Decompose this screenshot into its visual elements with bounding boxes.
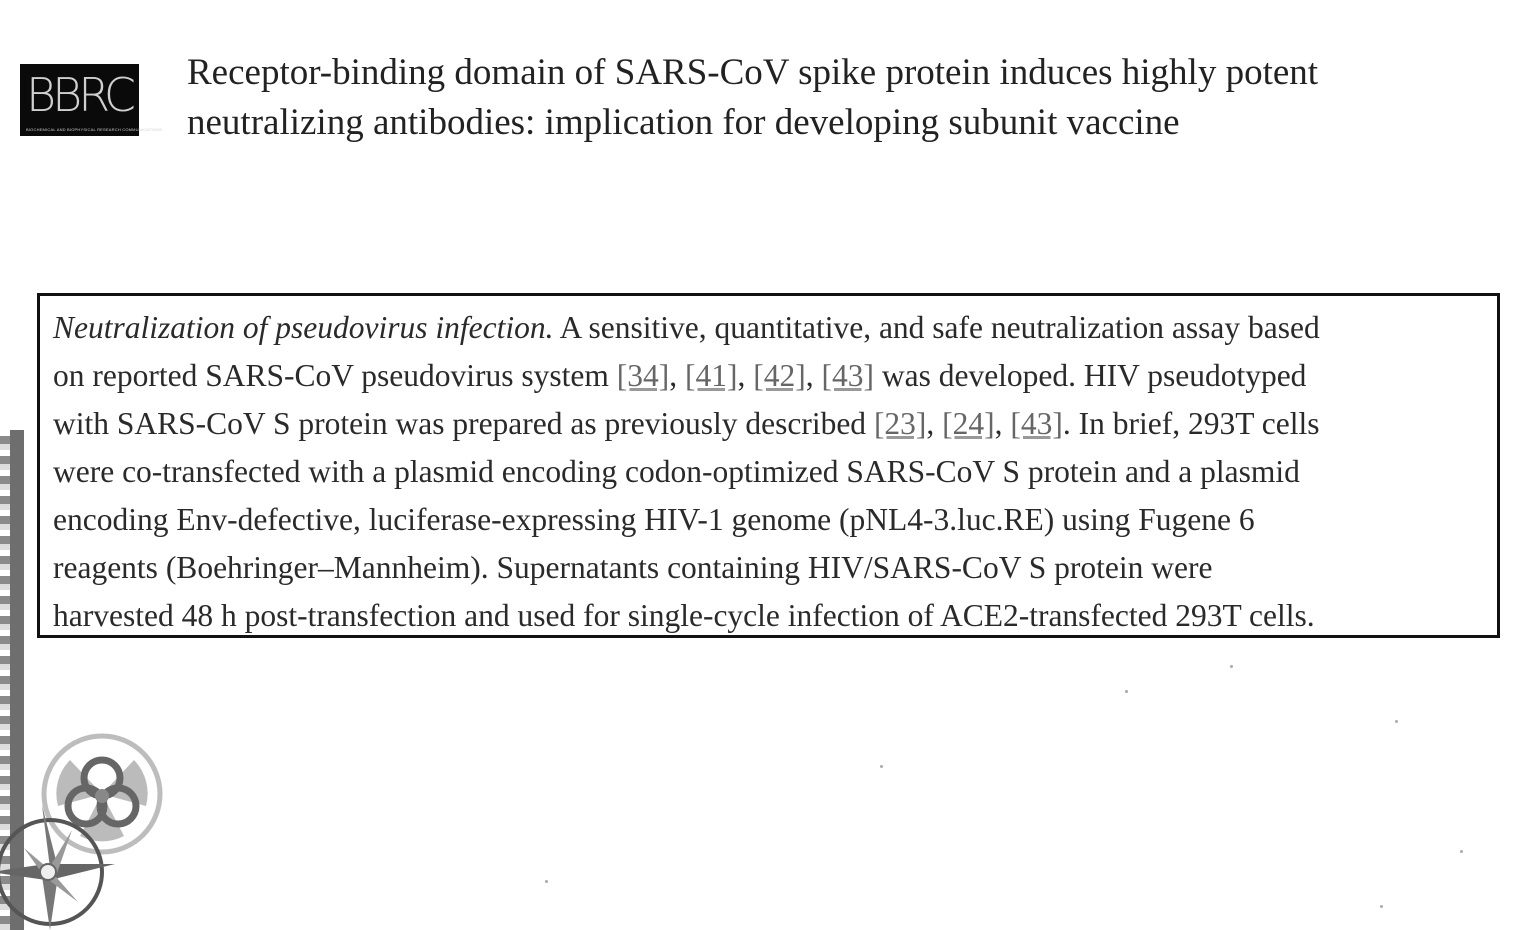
text-segment: , (737, 358, 754, 393)
section-heading: Neutralization of pseudovirus infection. (53, 310, 554, 345)
text-segment: were co-transfected with a plasmid encoding codon-optimized SARS-CoV S protein and a plasmid (53, 454, 1300, 489)
biohazard-icon (44, 736, 160, 852)
excerpt-text (53, 304, 1320, 640)
excerpt-line (53, 496, 1320, 544)
excerpt-line (53, 304, 1320, 352)
text-segment: was developed. HIV pseudotyped (873, 358, 1307, 393)
text-segment: , (926, 406, 943, 441)
citation-link[interactable]: [43] (821, 358, 874, 393)
text-segment: on reported SARS-CoV pseudovirus system (53, 358, 617, 393)
text-segment: , (669, 358, 686, 393)
text-segment: with SARS-CoV S protein was prepared as previously described (53, 406, 874, 441)
decorative-icons (0, 730, 200, 930)
text-segment: harvested 48 h post-transfection and used for single-cycle infection of ACE2-transfected 293T cells. (53, 598, 1315, 633)
text-segment: reagents (Boehringer–Mannheim). Supernatants containing HIV/SARS-CoV S protein were (53, 550, 1213, 585)
citation-link[interactable]: [42] (753, 358, 806, 393)
excerpt-line (53, 592, 1320, 640)
excerpt-line (53, 352, 1320, 400)
paper-title (187, 48, 1318, 148)
bbrc-logo: BBRC BIOCHEMICAL AND BIOPHYSICAL RESEARCH COMMUNICATIONS (20, 64, 139, 136)
text-segment: , (805, 358, 822, 393)
citation-link[interactable]: [43] (1010, 406, 1063, 441)
citation-link[interactable]: [34] (616, 358, 670, 393)
citation-link[interactable]: [23] (873, 406, 927, 441)
title-line-1: Receptor-binding domain of SARS-CoV spike protein induces highly potent (187, 52, 1319, 93)
excerpt-line (53, 400, 1320, 448)
text-segment: A sensitive, quantitative, and safe neutralization assay based (553, 310, 1320, 345)
text-segment: . In brief, 293T cells (1062, 406, 1320, 441)
text-segment: , (994, 406, 1011, 441)
excerpt-line (53, 544, 1320, 592)
citation-link[interactable]: [41] (685, 358, 738, 393)
text-segment: encoding Env-defective, luciferase-expressing HIV-1 genome (pNL4-3.luc.RE) using Fugene 6 (53, 502, 1255, 537)
citation-link[interactable]: [24] (942, 406, 995, 441)
excerpt-box (37, 293, 1500, 638)
excerpt-line (53, 448, 1320, 496)
title-line-2: neutralizing antibodies: implication for developing subunit vaccine (187, 102, 1180, 143)
